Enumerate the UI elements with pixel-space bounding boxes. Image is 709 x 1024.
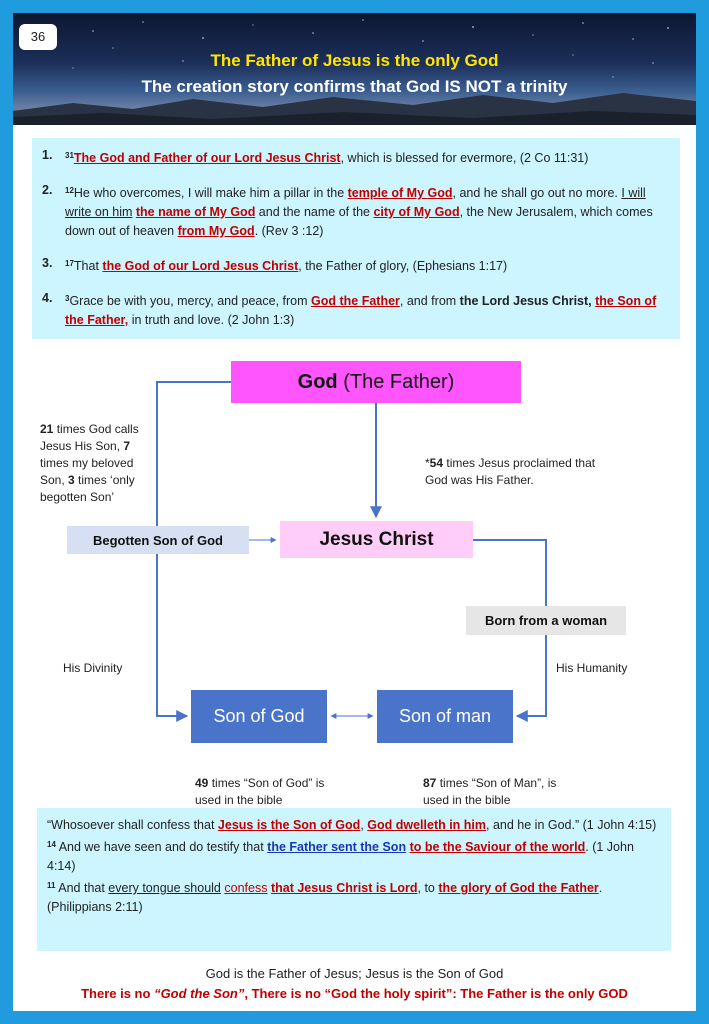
conclusion-segment: , There is no “God the holy spirit”: The Father is the only GOD xyxy=(244,986,628,1001)
verse-list-number: 4. xyxy=(42,291,53,305)
times-god-calls-son-note xyxy=(40,421,160,506)
text-segment: He who overcomes, I will make him a pillar in the xyxy=(73,186,348,200)
highlighted-text: to be the Saviour of the world xyxy=(409,840,586,854)
verse-number: 31 xyxy=(65,151,74,160)
verse-list-number: 3. xyxy=(42,256,53,270)
highlighted-text: Jesus is the Son of God xyxy=(217,818,361,832)
verse-item xyxy=(42,289,670,330)
highlighted-text: God dwelleth in him xyxy=(367,818,487,832)
text-segment: , the New Jerusalem, which comes down out of heaven xyxy=(65,205,653,238)
begotten-son-box: Begotten Son of God xyxy=(67,526,249,554)
verse-item xyxy=(42,146,670,168)
highlighted-text: confess xyxy=(224,881,268,895)
verse-number: 11 xyxy=(47,881,56,890)
his-divinity-label: His Divinity xyxy=(63,661,123,675)
text-segment: And that xyxy=(55,881,109,895)
page-number-badge: 36 xyxy=(19,24,57,50)
text-segment: and the name of the xyxy=(255,205,374,219)
highlighted-text: temple of My God xyxy=(347,186,453,200)
god-the-father-box xyxy=(231,361,521,403)
text-segment: times “Son of Man”, is used in the bible xyxy=(423,776,557,807)
page-subtitle: The creation story confirms that God IS NOT a trinity xyxy=(141,77,568,96)
text-segment: times my beloved Son, xyxy=(40,456,134,487)
highlighted-text: the Son of the Father, xyxy=(65,294,657,327)
text-segment: , and he shall go out no more. xyxy=(452,186,622,200)
text-segment: . (1 John 4:14) xyxy=(47,840,634,873)
text-segment: Grace be with you, mercy, and peace, from xyxy=(69,294,311,308)
text-segment: , xyxy=(360,818,368,832)
highlighted-text: 21 xyxy=(40,422,54,436)
confession-verses-box xyxy=(37,808,671,951)
son-of-man-box: Son of man xyxy=(377,690,513,743)
highlighted-text: the Lord Jesus Christ, xyxy=(459,294,592,308)
verse-list xyxy=(32,138,680,339)
highlighted-text: the God of our Lord Jesus Christ xyxy=(102,259,299,273)
son-of-god-box: Son of God xyxy=(191,690,327,743)
text-segment: in truth and love. (2 John 1:3) xyxy=(128,313,295,327)
confession-verse xyxy=(47,876,661,917)
highlighted-text: the name of My God xyxy=(135,205,256,219)
text-segment: And we have seen and do testify that xyxy=(55,840,268,854)
summary-line: God is the Father of Jesus; Jesus is the Son of God xyxy=(205,966,504,981)
born-from-woman-box: Born from a woman xyxy=(466,606,626,635)
text-segment: times God calls Jesus His Son, xyxy=(40,422,139,453)
conclusion-line xyxy=(13,986,696,1001)
highlighted-text: from My God xyxy=(177,224,255,238)
highlighted-text: the glory of God the Father xyxy=(438,881,599,895)
highlighted-text: The God and Father of our Lord Jesus Christ xyxy=(73,151,341,165)
verse-list-number: 2. xyxy=(42,183,53,197)
verse-number: 12 xyxy=(65,186,74,195)
times-jesus-proclaimed-note xyxy=(425,455,605,489)
text-segment: , which is blessed for evermore, (2 Co 11:31) xyxy=(340,151,589,165)
highlighted-text: 54 xyxy=(429,456,444,470)
son-of-man-count-note xyxy=(423,775,573,809)
conclusion-segment: There is no xyxy=(81,986,155,1001)
highlighted-text: every tongue should xyxy=(108,881,221,895)
header-banner xyxy=(13,13,696,125)
highlighted-text: 87 xyxy=(423,776,437,790)
verse-text xyxy=(65,181,670,241)
diagram-arrows xyxy=(13,343,696,813)
text-segment: . (Philippians 2:11) xyxy=(47,881,603,914)
highlighted-text: city of My God xyxy=(373,205,460,219)
text-segment: * xyxy=(425,456,430,470)
highlighted-text: God the Father xyxy=(311,294,400,308)
text-segment: , and he in God.” (1 John 4:15) xyxy=(486,818,657,832)
highlighted-text: 3 xyxy=(68,473,75,487)
god-label: God xyxy=(297,370,338,393)
highlighted-text: 7 xyxy=(123,439,131,453)
text-segment: “Whosoever shall confess that xyxy=(47,818,218,832)
highlighted-text: I will write on him xyxy=(65,186,646,219)
verse-list-number: 1. xyxy=(42,148,53,162)
verse-text xyxy=(65,146,670,168)
jesus-christ-box: Jesus Christ xyxy=(280,521,473,558)
verse-number: 3 xyxy=(65,294,70,303)
text-segment: , and from xyxy=(399,294,460,308)
text-segment: . (Rev 3 :12) xyxy=(254,224,324,238)
highlighted-text: that Jesus Christ is Lord xyxy=(270,881,418,895)
text-segment: , the Father of glory, (Ephesians 1:17) xyxy=(298,259,508,273)
text-segment: times Jesus proclaimed that God was His Father. xyxy=(425,456,596,487)
text-segment: That xyxy=(73,259,103,273)
highlighted-text: 49 xyxy=(195,776,209,790)
confession-verse xyxy=(47,835,661,876)
relationship-diagram xyxy=(13,343,696,813)
conclusion-segment: “God the Son” xyxy=(154,986,245,1001)
highlighted-text: the Father sent the Son xyxy=(267,840,407,854)
text-segment: , to xyxy=(417,881,439,895)
verse-text xyxy=(65,254,670,276)
verse-item xyxy=(42,181,670,241)
verse-item xyxy=(42,254,670,276)
verse-text xyxy=(65,289,670,330)
verse-number: 14 xyxy=(47,840,56,849)
confession-verse xyxy=(47,816,661,835)
verse-number: 17 xyxy=(65,259,74,268)
text-segment: times ‘only begotten Son’ xyxy=(40,473,135,504)
his-humanity-label: His Humanity xyxy=(556,661,628,675)
the-father-label: (The Father) xyxy=(337,370,455,393)
son-of-god-count-note xyxy=(195,775,345,809)
text-segment: times “Son of God” is used in the bible xyxy=(195,776,325,807)
page-title: The Father of Jesus is the only God xyxy=(210,51,499,70)
